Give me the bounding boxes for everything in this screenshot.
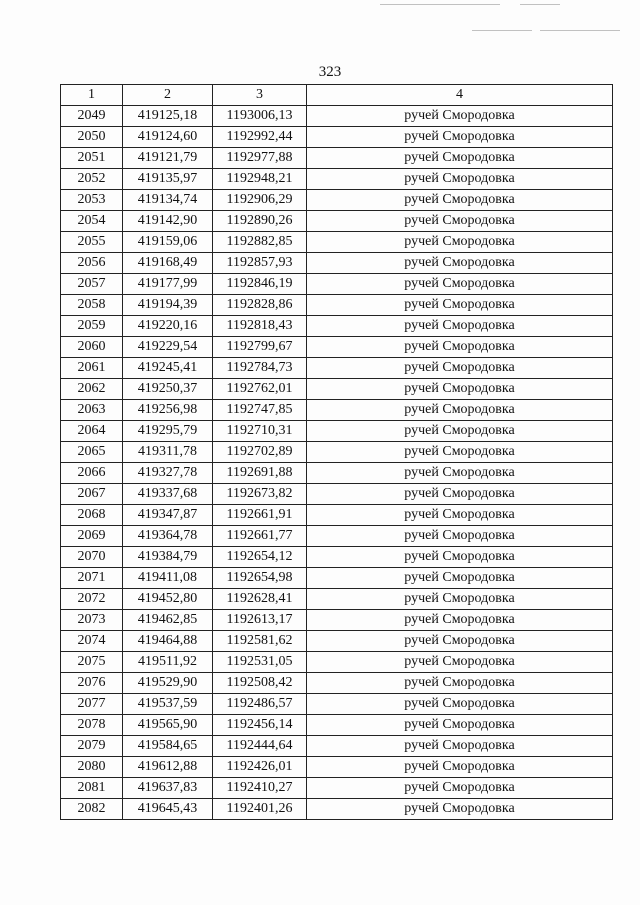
table-row <box>61 673 613 694</box>
table-row <box>61 232 613 253</box>
table-row <box>61 295 613 316</box>
cell-point-number: 2065 <box>61 442 123 463</box>
table-row <box>61 652 613 673</box>
cell-y-coordinate: 1192977,88 <box>213 148 307 169</box>
scan-artifact-line <box>520 4 560 5</box>
cell-x-coordinate: 419337,68 <box>123 484 213 505</box>
cell-y-coordinate: 1192846,19 <box>213 274 307 295</box>
cell-description: ручей Смородовка <box>307 211 613 232</box>
scan-artifact-line <box>540 30 620 31</box>
cell-x-coordinate: 419194,39 <box>123 295 213 316</box>
cell-y-coordinate: 1192691,88 <box>213 463 307 484</box>
cell-description: ручей Смородовка <box>307 190 613 211</box>
cell-point-number: 2054 <box>61 211 123 232</box>
cell-x-coordinate: 419612,88 <box>123 757 213 778</box>
cell-y-coordinate: 1192613,17 <box>213 610 307 631</box>
cell-description: ручей Смородовка <box>307 379 613 400</box>
cell-point-number: 2050 <box>61 127 123 148</box>
cell-description: ручей Смородовка <box>307 673 613 694</box>
cell-y-coordinate: 1192661,77 <box>213 526 307 547</box>
cell-x-coordinate: 419637,83 <box>123 778 213 799</box>
cell-x-coordinate: 419177,99 <box>123 274 213 295</box>
cell-y-coordinate: 1192799,67 <box>213 337 307 358</box>
cell-x-coordinate: 419159,06 <box>123 232 213 253</box>
cell-point-number: 2072 <box>61 589 123 610</box>
cell-description: ручей Смородовка <box>307 652 613 673</box>
table-row <box>61 631 613 652</box>
cell-x-coordinate: 419462,85 <box>123 610 213 631</box>
cell-point-number: 2071 <box>61 568 123 589</box>
table-row <box>61 169 613 190</box>
cell-description: ручей Смородовка <box>307 421 613 442</box>
cell-description: ручей Смородовка <box>307 106 613 127</box>
table-row <box>61 484 613 505</box>
cell-point-number: 2063 <box>61 400 123 421</box>
table-row <box>61 694 613 715</box>
cell-description: ручей Смородовка <box>307 232 613 253</box>
cell-x-coordinate: 419142,90 <box>123 211 213 232</box>
cell-x-coordinate: 419220,16 <box>123 316 213 337</box>
cell-point-number: 2056 <box>61 253 123 274</box>
cell-point-number: 2066 <box>61 463 123 484</box>
cell-y-coordinate: 1192882,85 <box>213 232 307 253</box>
cell-x-coordinate: 419584,65 <box>123 736 213 757</box>
cell-point-number: 2075 <box>61 652 123 673</box>
cell-y-coordinate: 1192654,12 <box>213 547 307 568</box>
cell-description: ручей Смородовка <box>307 547 613 568</box>
cell-description: ручей Смородовка <box>307 316 613 337</box>
cell-y-coordinate: 1192444,64 <box>213 736 307 757</box>
cell-x-coordinate: 419364,78 <box>123 526 213 547</box>
cell-description: ручей Смородовка <box>307 148 613 169</box>
cell-description: ручей Смородовка <box>307 736 613 757</box>
cell-description: ручей Смородовка <box>307 484 613 505</box>
cell-point-number: 2076 <box>61 673 123 694</box>
table-row <box>61 316 613 337</box>
cell-description: ручей Смородовка <box>307 127 613 148</box>
table-row <box>61 568 613 589</box>
table-body <box>61 106 613 820</box>
cell-description: ручей Смородовка <box>307 694 613 715</box>
table-row <box>61 778 613 799</box>
table-row <box>61 106 613 127</box>
cell-x-coordinate: 419464,88 <box>123 631 213 652</box>
coordinates-table <box>60 84 613 820</box>
cell-point-number: 2067 <box>61 484 123 505</box>
column-header-description: 4 <box>307 85 613 106</box>
cell-point-number: 2061 <box>61 358 123 379</box>
table-row <box>61 610 613 631</box>
cell-point-number: 2055 <box>61 232 123 253</box>
page-number: 323 <box>318 64 342 80</box>
cell-x-coordinate: 419295,79 <box>123 421 213 442</box>
column-header-x-coordinate: 2 <box>123 85 213 106</box>
table-row <box>61 337 613 358</box>
cell-x-coordinate: 419565,90 <box>123 715 213 736</box>
cell-point-number: 2052 <box>61 169 123 190</box>
cell-description: ручей Смородовка <box>307 526 613 547</box>
cell-x-coordinate: 419529,90 <box>123 673 213 694</box>
cell-x-coordinate: 419452,80 <box>123 589 213 610</box>
table-row <box>61 379 613 400</box>
cell-point-number: 2051 <box>61 148 123 169</box>
cell-y-coordinate: 1192710,31 <box>213 421 307 442</box>
column-header-y-coordinate: 3 <box>213 85 307 106</box>
cell-y-coordinate: 1192857,93 <box>213 253 307 274</box>
table-row <box>61 799 613 820</box>
cell-x-coordinate: 419125,18 <box>123 106 213 127</box>
cell-description: ручей Смородовка <box>307 505 613 526</box>
cell-description: ручей Смородовка <box>307 589 613 610</box>
cell-x-coordinate: 419645,43 <box>123 799 213 820</box>
cell-point-number: 2082 <box>61 799 123 820</box>
cell-description: ручей Смородовка <box>307 631 613 652</box>
cell-x-coordinate: 419124,60 <box>123 127 213 148</box>
table-row <box>61 547 613 568</box>
table-row <box>61 526 613 547</box>
cell-y-coordinate: 1192906,29 <box>213 190 307 211</box>
cell-x-coordinate: 419245,41 <box>123 358 213 379</box>
cell-description: ручей Смородовка <box>307 274 613 295</box>
table-row <box>61 757 613 778</box>
table-row <box>61 421 613 442</box>
cell-description: ручей Смородовка <box>307 799 613 820</box>
cell-point-number: 2081 <box>61 778 123 799</box>
cell-point-number: 2069 <box>61 526 123 547</box>
cell-y-coordinate: 1192456,14 <box>213 715 307 736</box>
table-row <box>61 715 613 736</box>
cell-point-number: 2062 <box>61 379 123 400</box>
cell-y-coordinate: 1193006,13 <box>213 106 307 127</box>
cell-x-coordinate: 419537,59 <box>123 694 213 715</box>
cell-y-coordinate: 1192654,98 <box>213 568 307 589</box>
cell-point-number: 2079 <box>61 736 123 757</box>
cell-x-coordinate: 419229,54 <box>123 337 213 358</box>
cell-y-coordinate: 1192531,05 <box>213 652 307 673</box>
cell-x-coordinate: 419250,37 <box>123 379 213 400</box>
cell-description: ручей Смородовка <box>307 400 613 421</box>
cell-y-coordinate: 1192673,82 <box>213 484 307 505</box>
cell-point-number: 2053 <box>61 190 123 211</box>
table-row <box>61 736 613 757</box>
cell-x-coordinate: 419311,78 <box>123 442 213 463</box>
cell-point-number: 2060 <box>61 337 123 358</box>
cell-y-coordinate: 1192508,42 <box>213 673 307 694</box>
cell-description: ручей Смородовка <box>307 169 613 190</box>
cell-y-coordinate: 1192992,44 <box>213 127 307 148</box>
cell-y-coordinate: 1192401,26 <box>213 799 307 820</box>
cell-description: ручей Смородовка <box>307 463 613 484</box>
scan-artifact-line <box>380 4 500 5</box>
cell-point-number: 2080 <box>61 757 123 778</box>
cell-description: ручей Смородовка <box>307 358 613 379</box>
cell-y-coordinate: 1192486,57 <box>213 694 307 715</box>
table-header-row <box>61 85 613 106</box>
table-row <box>61 148 613 169</box>
table-row <box>61 442 613 463</box>
column-header-point-number: 1 <box>61 85 123 106</box>
cell-y-coordinate: 1192818,43 <box>213 316 307 337</box>
cell-description: ручей Смородовка <box>307 757 613 778</box>
cell-point-number: 2058 <box>61 295 123 316</box>
cell-y-coordinate: 1192581,62 <box>213 631 307 652</box>
table-row <box>61 463 613 484</box>
cell-description: ручей Смородовка <box>307 253 613 274</box>
scan-artifact-line <box>472 30 532 31</box>
cell-y-coordinate: 1192747,85 <box>213 400 307 421</box>
cell-x-coordinate: 419327,78 <box>123 463 213 484</box>
cell-y-coordinate: 1192628,41 <box>213 589 307 610</box>
cell-point-number: 2078 <box>61 715 123 736</box>
table-row <box>61 253 613 274</box>
cell-x-coordinate: 419384,79 <box>123 547 213 568</box>
cell-point-number: 2059 <box>61 316 123 337</box>
cell-description: ручей Смородовка <box>307 337 613 358</box>
cell-x-coordinate: 419134,74 <box>123 190 213 211</box>
table-row <box>61 190 613 211</box>
cell-description: ручей Смородовка <box>307 610 613 631</box>
cell-x-coordinate: 419121,79 <box>123 148 213 169</box>
cell-x-coordinate: 419411,08 <box>123 568 213 589</box>
cell-point-number: 2077 <box>61 694 123 715</box>
cell-y-coordinate: 1192784,73 <box>213 358 307 379</box>
table-row <box>61 400 613 421</box>
cell-point-number: 2074 <box>61 631 123 652</box>
cell-x-coordinate: 419347,87 <box>123 505 213 526</box>
cell-y-coordinate: 1192702,89 <box>213 442 307 463</box>
table-row <box>61 127 613 148</box>
cell-description: ручей Смородовка <box>307 778 613 799</box>
cell-y-coordinate: 1192890,26 <box>213 211 307 232</box>
cell-y-coordinate: 1192828,86 <box>213 295 307 316</box>
cell-description: ручей Смородовка <box>307 295 613 316</box>
cell-point-number: 2049 <box>61 106 123 127</box>
cell-point-number: 2070 <box>61 547 123 568</box>
table-row <box>61 211 613 232</box>
cell-x-coordinate: 419511,92 <box>123 652 213 673</box>
cell-y-coordinate: 1192948,21 <box>213 169 307 190</box>
cell-description: ручей Смородовка <box>307 442 613 463</box>
cell-y-coordinate: 1192661,91 <box>213 505 307 526</box>
cell-point-number: 2068 <box>61 505 123 526</box>
cell-y-coordinate: 1192762,01 <box>213 379 307 400</box>
table-row <box>61 274 613 295</box>
cell-description: ручей Смородовка <box>307 715 613 736</box>
cell-x-coordinate: 419256,98 <box>123 400 213 421</box>
cell-x-coordinate: 419168,49 <box>123 253 213 274</box>
cell-point-number: 2064 <box>61 421 123 442</box>
table-row <box>61 505 613 526</box>
table-row <box>61 589 613 610</box>
cell-point-number: 2057 <box>61 274 123 295</box>
cell-y-coordinate: 1192426,01 <box>213 757 307 778</box>
table-row <box>61 358 613 379</box>
cell-x-coordinate: 419135,97 <box>123 169 213 190</box>
cell-y-coordinate: 1192410,27 <box>213 778 307 799</box>
cell-description: ручей Смородовка <box>307 568 613 589</box>
cell-point-number: 2073 <box>61 610 123 631</box>
